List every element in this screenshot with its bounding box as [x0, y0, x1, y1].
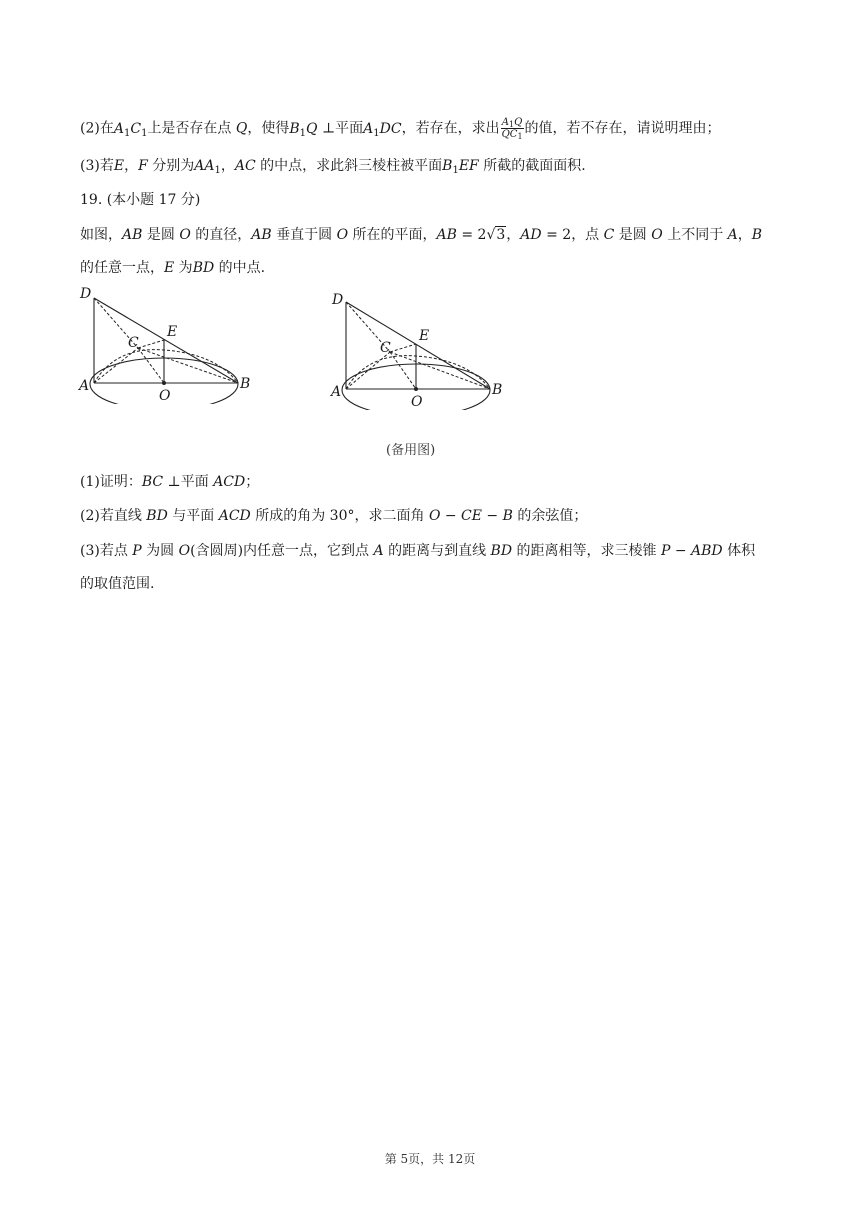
label-o: O [159, 388, 171, 404]
label-c: C [128, 335, 139, 351]
q18-part3: (3)若E，F 分别为$AA_1$，AC 的中点，求此斜三棱柱被平面$B_1EF$ 所截的截面面积. [80, 158, 586, 176]
q19-part1: (1)证明：BC ⊥平面 ACD； [80, 474, 260, 490]
q18-part2: (2)在$A_1C_1$上是否存在点 Q，使得$B_1Q$ ⊥平面$A_1DC$，若存在，求出 $\frac{A_1Q}{QC_1}$ 的值，若不存在，请说明理由； [80, 117, 721, 141]
geometry-figure-main [76, 284, 256, 404]
label-e: E [167, 324, 178, 340]
label-c: C [380, 340, 391, 356]
plane-a1dc: $A_1DC$ [363, 120, 402, 139]
line-b1q: $B_1Q$ [289, 120, 318, 139]
geometry-figure-spare [328, 290, 508, 410]
q19-header: 19. (本小题 17 分) [80, 192, 201, 208]
label-b: B [492, 382, 503, 398]
page-footer: 第 5页，共 12页 [384, 1152, 476, 1166]
label-a: A [79, 378, 90, 394]
segment-aa1: $AA_1$ [194, 158, 221, 176]
q19-part3-line2: 的取值范围. [80, 576, 155, 592]
label-d: D [80, 286, 92, 302]
q19-part3-line1: (3)若点 P 为圆 O(含圆周)内任意一点，它到点 A 的距离与到直线 BD 的距离相等，求三棱锥 P − ABD 体积 [80, 543, 756, 559]
figure-caption: (备用图) [386, 443, 436, 458]
q19-part2: (2)若直线 BD 与平面 ACD 所成的角为 30°，求二面角 O − CE − B 的余弦值； [80, 508, 588, 524]
sqrt-three: √3 [486, 227, 506, 243]
q19-intro-line2: 的任意一点，E 为BD 的中点. [80, 260, 266, 276]
q19-intro-line1: 如图，AB 是圆 O 的直径，AB 垂直于圆 O 所在的平面，AB = 2√3，AD = 2，点 C 是圆 O 上不同于 A，B [80, 227, 763, 243]
ratio-fraction: $\frac{A_1Q}{QC_1}$ [501, 117, 523, 141]
label-e: E [419, 328, 430, 344]
label-d: D [332, 292, 344, 308]
label-a: A [331, 384, 342, 400]
label-o: O [411, 394, 423, 410]
label-b: B [240, 376, 251, 392]
plane-b1ef: $B_1EF$ [442, 158, 479, 176]
segment-a1c1: $A_1C_1$ [113, 120, 148, 139]
